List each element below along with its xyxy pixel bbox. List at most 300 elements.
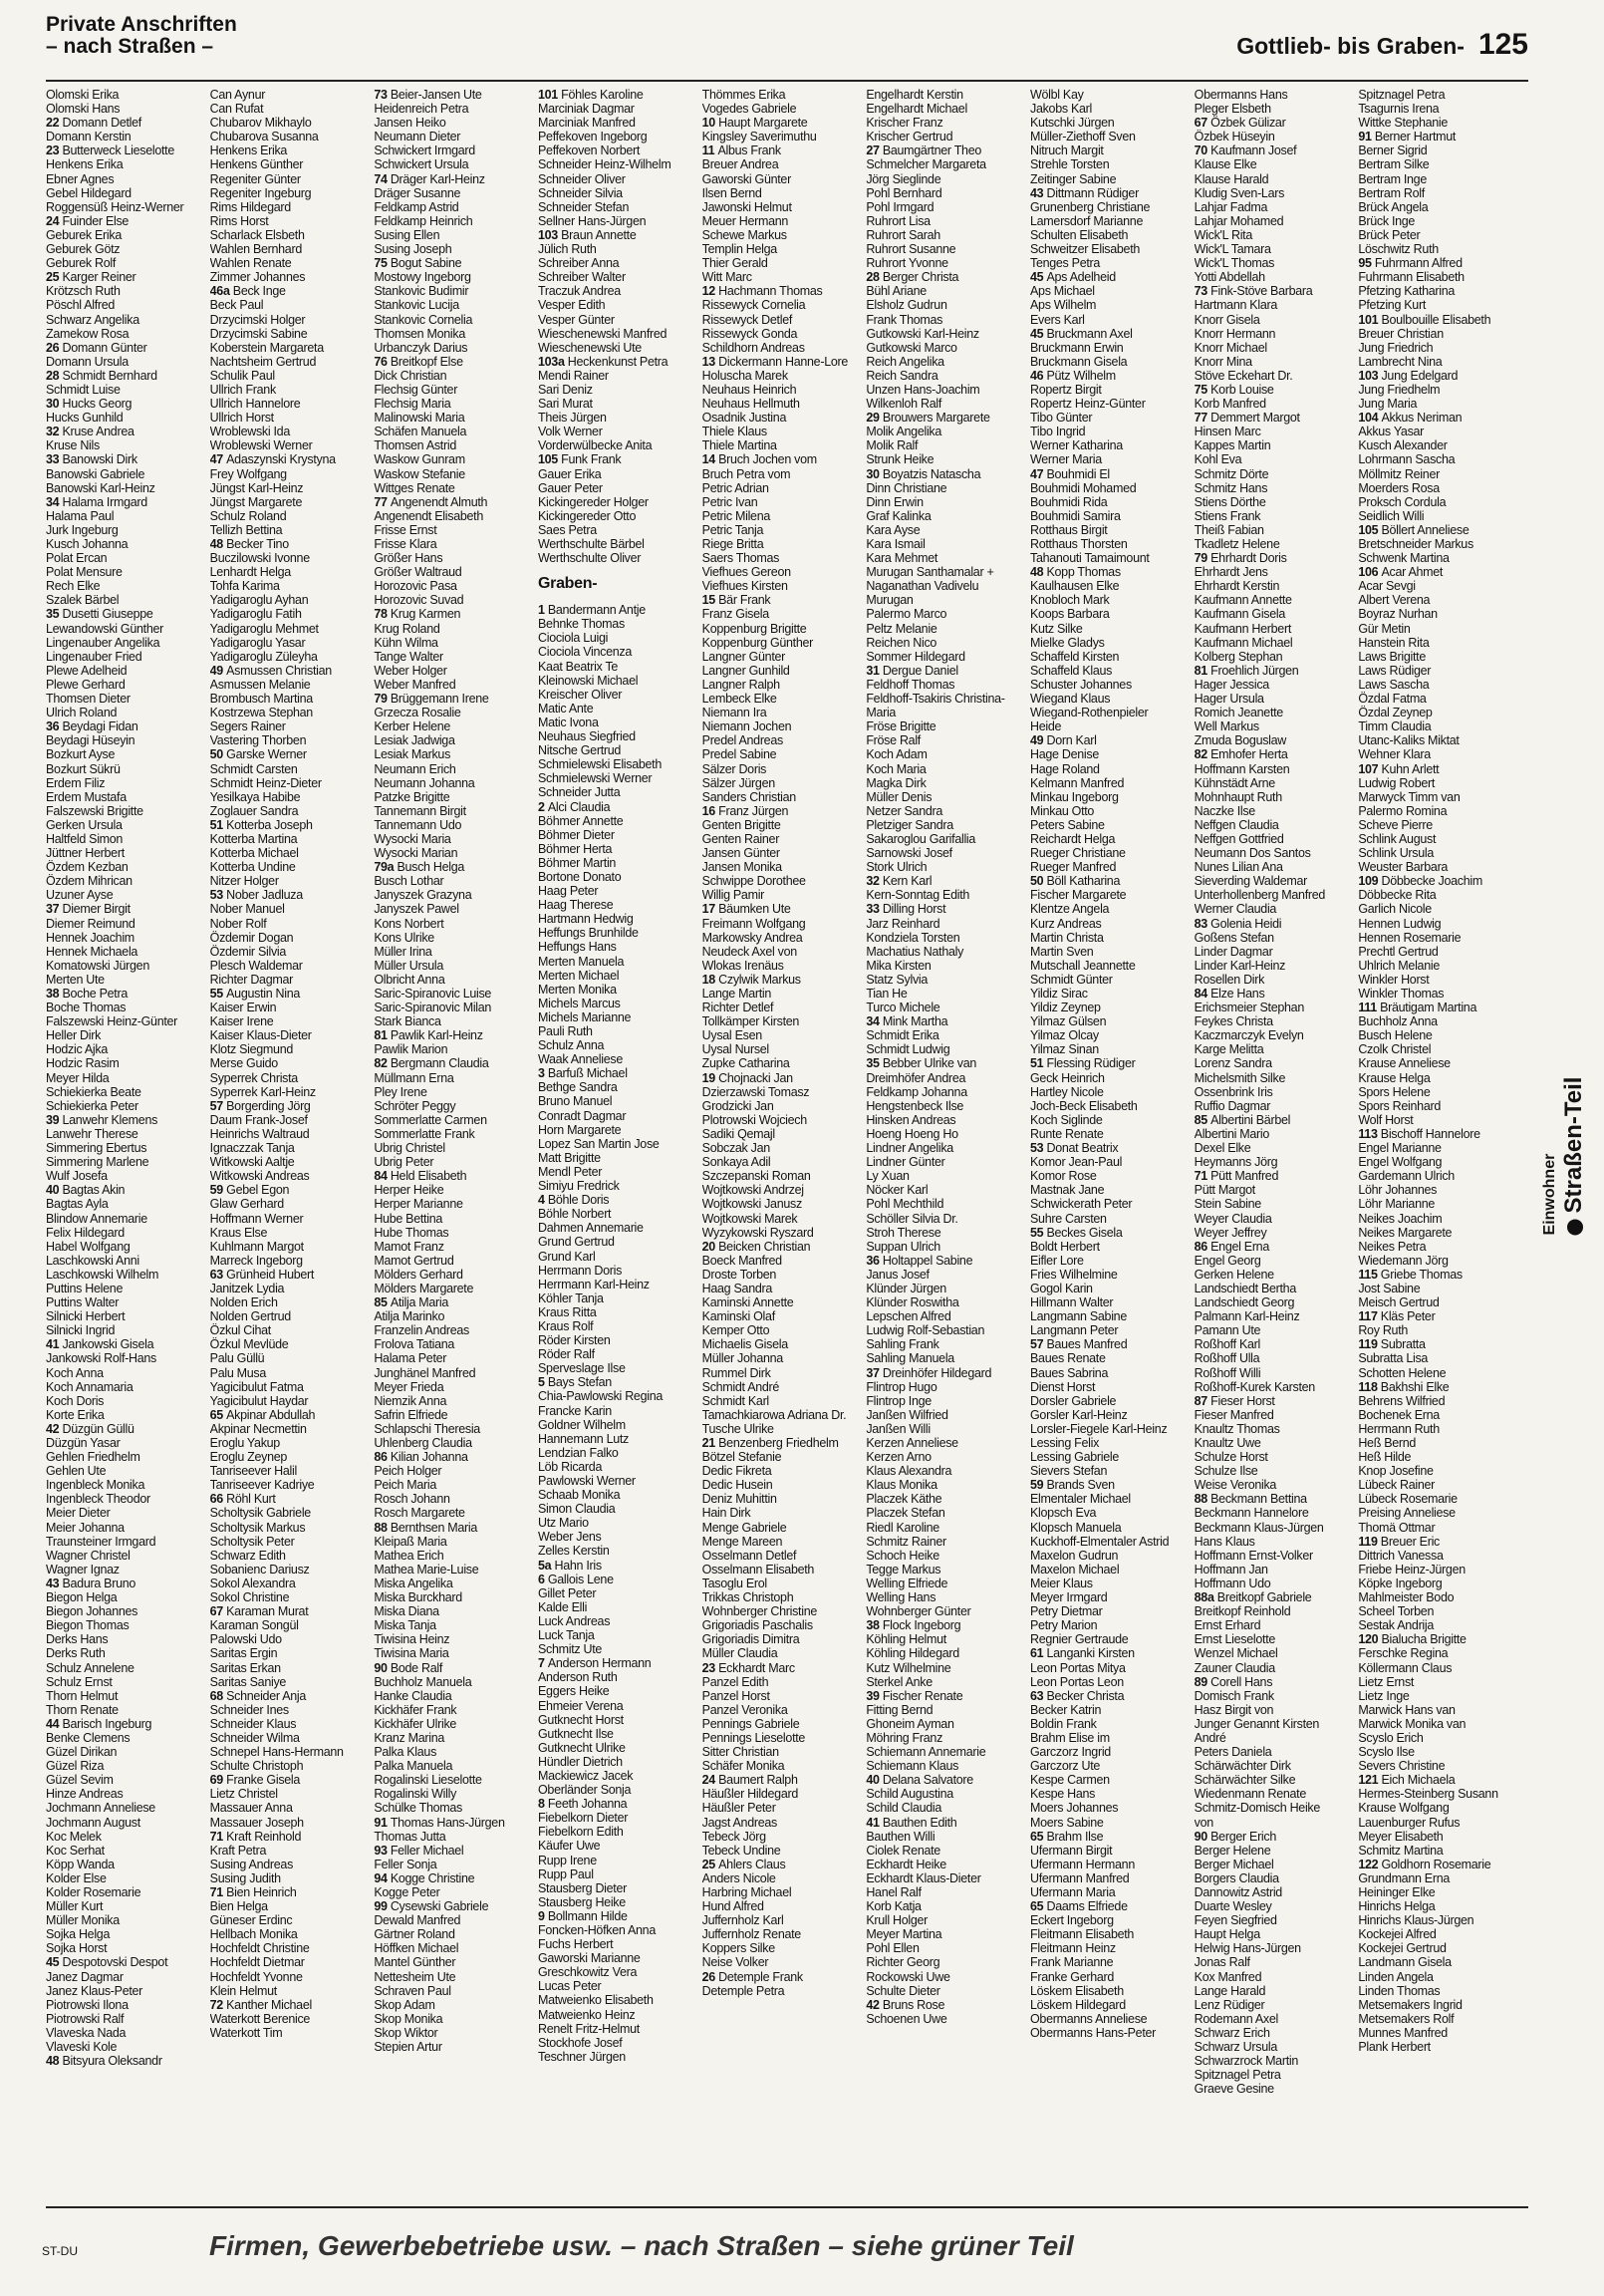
directory-entry: Polat Mensure: [46, 565, 123, 580]
directory-entry: Yilmaz Sinan: [1030, 1042, 1099, 1057]
directory-entry: Neikes Joachim: [1358, 1211, 1443, 1226]
directory-entry: Preising Anneliese: [1358, 1506, 1456, 1521]
directory-entry: Geburek Götz: [46, 242, 121, 257]
directory-entry: Heß Hilde: [1358, 1450, 1412, 1465]
directory-entry: Kickhäfer Ulrike: [374, 1716, 457, 1731]
directory-entry: Schmielewski Elisabeth: [538, 757, 663, 772]
house-number: 28: [46, 368, 63, 383]
side-tab-label: [1540, 1077, 1588, 1236]
directory-entry: Krug Roland: [374, 621, 440, 636]
directory-entry: Merse Guido: [209, 1056, 278, 1071]
directory-entry: Niemzik Anna: [374, 1393, 447, 1408]
directory-entry: Dedic Husein: [701, 1478, 773, 1493]
directory-entry: Deniz Muhittin: [701, 1492, 777, 1507]
directory-entry: Müller-Ziethoff Sven: [1030, 130, 1136, 144]
directory-entry: Pley Irene: [374, 1084, 427, 1099]
directory-entry: Kleipaß Maria: [374, 1534, 447, 1549]
directory-entry: Gebel Hildegard: [46, 185, 132, 200]
house-number: 61: [1030, 1646, 1047, 1661]
directory-entry: 22 Domann Detlef: [46, 116, 141, 131]
directory-entry: Dahmen Annemarie: [538, 1221, 644, 1236]
directory-entry: 79a Busch Helga: [374, 860, 465, 875]
directory-entry: Merten Ute: [46, 972, 105, 987]
directory-entry: Hartley Nicole: [1030, 1084, 1104, 1099]
directory-entry: Schwarz Erich: [1194, 2025, 1270, 2040]
directory-entry: Piotrowski Ralf: [46, 2011, 125, 2026]
house-number: 63: [209, 1267, 227, 1282]
directory-entry: Traczuk Andrea: [538, 284, 621, 299]
directory-entry: Sellner Hans-Jürgen: [538, 213, 647, 228]
directory-entry: Wick'L Rita: [1194, 227, 1253, 242]
directory-entry: 103 Braun Annette: [538, 227, 637, 242]
directory-entry: Hager Ursula: [1194, 692, 1264, 707]
directory-entry: 42 Bruns Rose: [866, 1997, 945, 2012]
directory-entry: Korb Manfred: [1194, 397, 1266, 412]
directory-entry: Tkadletz Helene: [1194, 537, 1280, 551]
directory-entry: Saric-Spiranovic Milan: [374, 1001, 492, 1015]
directory-entry: Evers Karl: [1030, 312, 1085, 327]
directory-entry: 34 Mink Martha: [866, 1014, 948, 1029]
directory-entry: Angenendt Elisabeth: [374, 508, 483, 523]
directory-entry: Piotrowski Ilona: [46, 1997, 129, 2012]
directory-entry: Mostowy Ingeborg: [374, 270, 471, 285]
directory-entry: Koch Maria: [866, 761, 927, 776]
directory-entry: Sobanienc Dariusz: [209, 1562, 310, 1577]
directory-entry: Koc Serhat: [46, 1843, 105, 1858]
directory-entry: Freimann Wolfgang: [701, 916, 806, 931]
directory-entry: Jarz Reinhard: [866, 916, 940, 931]
directory-entry: Juffernholz Renate: [701, 1927, 801, 1942]
directory-entry: Wieschenewski Manfred: [538, 326, 668, 341]
directory-entry: 68 Schneider Anja: [209, 1688, 307, 1703]
directory-entry: Herper Marianne: [374, 1197, 463, 1212]
directory-entry: Scholtysik Gabriele: [209, 1506, 311, 1521]
directory-entry: Tian He: [866, 987, 908, 1001]
directory-entry: Mika Kirsten: [866, 958, 932, 973]
house-number: 38: [866, 1618, 883, 1633]
directory-entry: Ferschke Regina: [1358, 1646, 1449, 1661]
directory-entry: Schmidt Karl: [701, 1393, 769, 1408]
directory-entry: Heller Dirk: [46, 1028, 102, 1043]
directory-entry: Kemper Otto: [701, 1323, 770, 1338]
directory-entry: Panzel Horst: [701, 1688, 770, 1703]
directory-entry: 59 Brands Sven: [1030, 1478, 1115, 1493]
directory-entry: 26 Detemple Frank: [701, 1969, 803, 1984]
house-number: 41: [866, 1815, 883, 1830]
directory-entry: Schwickert Irmgard: [374, 144, 475, 158]
directory-entry: Janßen Willi: [866, 1421, 931, 1436]
directory-entry: Conradt Dagmar: [538, 1108, 627, 1123]
directory-entry: Polat Ercan: [46, 551, 108, 566]
directory-entry: Fuhrmann Elisabeth: [1358, 270, 1465, 285]
directory-entry: 85 Albertini Bärbel: [1194, 1112, 1291, 1127]
directory-entry: Schneider Stefan: [538, 199, 630, 214]
directory-entry: Linden Angela: [1358, 1969, 1434, 1984]
house-number: 13: [701, 354, 719, 369]
house-number: 40: [866, 1773, 883, 1788]
house-number: 105: [1358, 522, 1382, 537]
directory-entry: Schwarz Angelika: [46, 312, 139, 327]
directory-entry: Marwick Hans van: [1358, 1702, 1456, 1717]
directory-entry: Reichardt Helga: [1030, 831, 1116, 846]
directory-entry: Strehle Torsten: [1030, 157, 1110, 172]
directory-entry: Dittrich Vanessa: [1358, 1548, 1444, 1563]
directory-entry: Kreischer Oliver: [538, 687, 623, 702]
directory-entry: Grund Karl: [538, 1249, 596, 1264]
directory-entry: Leon Portas Leon: [1030, 1674, 1124, 1689]
directory-entry: 77 Angenendt Almuth: [374, 494, 488, 509]
house-number: 35: [46, 607, 63, 622]
directory-entry: Nolden Erich: [209, 1295, 278, 1310]
house-number: 18: [701, 972, 719, 987]
directory-entry: Schild Claudia: [866, 1801, 942, 1816]
directory-entry: Klopsch Eva: [1030, 1506, 1097, 1521]
directory-entry: 44 Barisch Ingeburg: [46, 1716, 152, 1731]
footer-code: ST-DU: [42, 2244, 78, 2258]
directory-entry: 16 Franz Jürgen: [701, 803, 789, 818]
directory-entry: Nöcker Karl: [866, 1183, 929, 1198]
house-number: 121: [1358, 1773, 1382, 1788]
house-number: 28: [866, 270, 883, 285]
directory-entry: Herrmann Ruth: [1358, 1421, 1440, 1436]
directory-entry: Miska Angelika: [374, 1576, 453, 1590]
directory-entry: Mahlmeister Bodo: [1358, 1590, 1455, 1605]
directory-entry: 36 Holtappel Sabine: [866, 1253, 973, 1268]
directory-entry: Halama Paul: [46, 508, 115, 523]
directory-entry: Kotterba Michael: [209, 846, 299, 861]
directory-entry: Jüngst Karl-Heinz: [209, 480, 304, 495]
directory-entry: Uhlenberg Claudia: [374, 1436, 472, 1450]
directory-entry: Jülich Ruth: [538, 242, 597, 257]
directory-entry: Horn Margarete: [538, 1122, 622, 1137]
house-number: 31: [866, 663, 883, 678]
directory-entry: Ubrig Peter: [374, 1155, 434, 1170]
directory-entry: Saritas Saniye: [209, 1674, 287, 1689]
directory-column: [46, 88, 198, 2195]
directory-entry: Hennen Rosemarie: [1358, 930, 1462, 945]
house-number: 39: [866, 1688, 883, 1703]
directory-entry: Goldner Wilhelm: [538, 1417, 626, 1432]
directory-entry: Ropertz Heinz-Günter: [1030, 397, 1146, 412]
directory-entry: Kaiser Klaus-Dieter: [209, 1028, 312, 1043]
directory-entry: Bien Helga: [209, 1899, 268, 1914]
directory-entry: 48 Bitsyura Oleksandr: [46, 2054, 162, 2069]
directory-entry: Neumann Dieter: [374, 130, 461, 144]
directory-entry: Köhling Hildegard: [866, 1646, 959, 1661]
directory-entry: Wick'L Tamara: [1194, 242, 1271, 257]
house-number: 47: [209, 452, 227, 467]
directory-entry: Lübeck Rosemarie: [1358, 1492, 1458, 1507]
directory-entry: 40 Bagtas Akin: [46, 1183, 126, 1198]
directory-entry: Lamersdorf Marianne: [1030, 213, 1144, 228]
house-number: 33: [866, 902, 883, 917]
directory-entry: Özbek Hüseyin: [1194, 130, 1275, 144]
directory-entry: Tegge Markus: [866, 1562, 941, 1577]
directory-entry: Thiele Klaus: [701, 425, 767, 439]
directory-entry: Werthschulte Oliver: [538, 551, 642, 566]
house-number: 27: [866, 144, 883, 158]
house-number: 89: [1194, 1674, 1211, 1689]
directory-entry: Saritas Ergin: [209, 1646, 278, 1661]
directory-entry: Behnke Thomas: [538, 617, 625, 632]
directory-entry: Szczepanski Roman: [701, 1169, 811, 1184]
directory-entry: Plewe Gerhard: [46, 677, 126, 692]
directory-entry: Minkau Otto: [1030, 803, 1095, 818]
directory-entry: 57 Baues Manfred: [1030, 1337, 1128, 1352]
directory-entry: 86 Kilian Johanna: [374, 1450, 468, 1465]
directory-entry: Linden Thomas: [1358, 1983, 1441, 1998]
house-number: 88: [1194, 1492, 1211, 1507]
directory-entry: 28 Berger Christa: [866, 270, 959, 285]
directory-entry: Akpinar Necmettin: [209, 1421, 307, 1436]
directory-entry: Köhler Tanja: [538, 1291, 604, 1305]
directory-entry: Kuhlmann Margot: [209, 1239, 304, 1254]
directory-entry: Segers Rainer: [209, 719, 286, 734]
directory-entry: 26 Domann Günter: [46, 340, 147, 355]
directory-entry: Scheve Pierre: [1358, 817, 1433, 832]
directory-entry: Tasoglu Erol: [701, 1576, 767, 1590]
directory-entry: Mohnhaupt Ruth: [1194, 789, 1282, 804]
directory-entry: Lewandowski Günther: [46, 621, 163, 636]
directory-entry: Ernst Lieselotte: [1194, 1632, 1276, 1647]
directory-entry: 29 Brouwers Margarete: [866, 411, 990, 426]
directory-entry: Puttins Walter: [46, 1295, 120, 1310]
directory-entry: Grunenberg Christiane: [1030, 199, 1151, 214]
directory-entry: Hoffmann Ernst-Volker: [1194, 1548, 1313, 1563]
house-number: 23: [46, 144, 63, 158]
directory-entry: Subratta Lisa: [1358, 1351, 1429, 1366]
directory-entry: Rogalinski Willy: [374, 1787, 457, 1802]
directory-entry: Fleitmann Elisabeth: [1030, 1927, 1135, 1942]
directory-entry: Landschiedt Bertha: [1194, 1281, 1296, 1295]
house-number: 10: [701, 116, 719, 131]
house-number: 5a: [538, 1558, 555, 1573]
house-number: 51: [209, 817, 227, 832]
house-number: 53: [1030, 1141, 1047, 1156]
directory-entry: Garlich Nicole: [1358, 902, 1432, 917]
directory-entry: Pütt Margot: [1194, 1183, 1255, 1198]
house-number: 42: [866, 1997, 883, 2012]
directory-entry: Gauer Peter: [538, 480, 603, 495]
directory-entry: Waskow Gunram: [374, 452, 465, 467]
directory-entry: Mielke Gladys: [1030, 635, 1105, 650]
directory-entry: Diemer Reimund: [46, 916, 135, 931]
directory-entry: Sälzer Doris: [701, 761, 767, 776]
directory-entry: Sieverding Waldemar: [1194, 874, 1307, 889]
directory-entry: Stausberg Dieter: [538, 1880, 627, 1895]
directory-entry: Peters Sabine: [1030, 817, 1105, 832]
directory-entry: Tibo Günter: [1030, 411, 1093, 426]
directory-entry: Urbanczyk Darius: [374, 340, 468, 355]
directory-entry: Komatowski Jürgen: [46, 958, 149, 973]
directory-entry: Bühl Ariane: [866, 284, 927, 299]
directory-entry: Yadigaroglu Yasar: [209, 635, 306, 650]
house-number: 117: [1358, 1309, 1381, 1324]
directory-entry: Knaultz Thomas: [1194, 1421, 1280, 1436]
directory-entry: Schröter Peggy: [374, 1098, 456, 1113]
directory-entry: 28 Schmidt Bernhard: [46, 368, 157, 383]
directory-entry: 75 Bogut Sabine: [374, 256, 462, 271]
directory-entry: Theiß Fabian: [1194, 522, 1264, 537]
directory-entry: Traunsteiner Irmgard: [46, 1534, 156, 1549]
directory-entry: Laws Sascha: [1358, 677, 1430, 692]
directory-entry: Strunk Heike: [866, 452, 935, 467]
directory-entry: Marwick Monika van: [1358, 1716, 1467, 1731]
directory-entry: Plotrowski Wojciech: [701, 1112, 807, 1127]
directory-entry: Hinze Andreas: [46, 1787, 124, 1802]
directory-entry: Becker Katrin: [1030, 1702, 1102, 1717]
directory-entry: 74 Dräger Karl-Heinz: [374, 171, 485, 186]
directory-entry: Schwarz Ursula: [1194, 2040, 1277, 2055]
directory-entry: Schulz Anna: [538, 1038, 605, 1053]
directory-entry: Pohl Irmgard: [866, 199, 935, 214]
directory-entry: 71 Pütt Manfred: [1194, 1169, 1279, 1184]
directory-entry: 49 Dorn Karl: [1030, 733, 1097, 748]
directory-entry: Engel Georg: [1194, 1253, 1261, 1268]
directory-entry: Maxelon Gudrun: [1030, 1548, 1119, 1563]
directory-entry: Knorr Hermann: [1194, 326, 1276, 341]
directory-entry: Massauer Joseph: [209, 1815, 304, 1830]
house-number: 78: [374, 607, 391, 622]
directory-entry: Richter Georg: [866, 1955, 940, 1970]
directory-entry: Vastering Thorben: [209, 733, 307, 748]
directory-entry: Feldkamp Heinrich: [374, 213, 473, 228]
directory-entry: Berner Sigrid: [1358, 144, 1428, 158]
directory-entry: Zelles Kerstin: [538, 1544, 610, 1559]
directory-entry: 24 Baumert Ralph: [701, 1773, 798, 1788]
directory-entry: Rueger Manfred: [1030, 860, 1117, 875]
directory-entry: Gür Metin: [1358, 621, 1411, 636]
directory-entry: 90 Berger Erich: [1194, 1829, 1277, 1844]
directory-entry: Pennings Lieselotte: [701, 1730, 806, 1745]
directory-entry: Özdemir Silvia: [209, 944, 287, 959]
directory-column: [1358, 88, 1510, 2195]
house-number: 81: [1194, 663, 1211, 678]
directory-entry: Feldhoff-Tsakiris Christina-: [866, 692, 1005, 707]
directory-entry: Graeve Gesine: [1194, 2082, 1274, 2097]
directory-entry: Nober Rolf: [209, 916, 267, 931]
directory-entry: Heininger Elke: [1358, 1885, 1436, 1899]
directory-entry: Weber Jens: [538, 1530, 602, 1545]
house-number: 94: [374, 1870, 391, 1885]
directory-entry: 2 Alci Claudia: [538, 799, 611, 814]
directory-entry: Gerken Ursula: [46, 817, 123, 832]
directory-entry: 50 Garske Werner: [209, 747, 307, 762]
directory-entry: Jansen Günter: [701, 846, 780, 861]
directory-entry: Haag Sandra: [701, 1281, 773, 1295]
directory-entry: Unterhollenberg Manfred: [1194, 888, 1326, 903]
directory-entry: Osselmann Detlef: [701, 1548, 797, 1563]
directory-entry: Laschkowski Wilhelm: [46, 1267, 159, 1282]
directory-entry: Luck Andreas: [538, 1613, 611, 1628]
directory-entry: Stepien Artur: [374, 2040, 442, 2055]
directory-entry: Linder Karl-Heinz: [1194, 958, 1286, 973]
directory-entry: Pawlowski Werner: [538, 1474, 636, 1488]
house-number: 95: [1358, 256, 1375, 271]
directory-entry: Größer Waltraud: [374, 565, 462, 580]
directory-entry: Kolberg Stephan: [1194, 649, 1283, 664]
directory-entry: Frank Marianne: [1030, 1955, 1114, 1970]
directory-columns: [46, 88, 1510, 2195]
directory-entry: Heidenreich Petra: [374, 102, 469, 117]
house-number: 84: [374, 1169, 391, 1184]
directory-entry: Jung Friedhelm: [1358, 382, 1441, 397]
directory-entry: Stiens Dörthe: [1194, 494, 1266, 509]
directory-entry: Zeitinger Sabine: [1030, 171, 1117, 186]
directory-entry: 105 Funk Frank: [538, 452, 622, 467]
directory-entry: Kleinowski Michael: [538, 673, 639, 688]
directory-entry: Ropertz Birgit: [1030, 382, 1102, 397]
directory-entry: Geburek Erika: [46, 227, 122, 242]
directory-entry: 49 Asmussen Christian: [209, 663, 332, 678]
directory-entry: Bertram Rolf: [1358, 185, 1425, 200]
directory-entry: Maxelon Michael: [1030, 1562, 1120, 1577]
directory-entry: Sterkel Anke: [866, 1674, 933, 1689]
house-number: 87: [1194, 1393, 1211, 1408]
directory-entry: Ignaczzak Tanja: [209, 1141, 295, 1156]
directory-entry: Kraus Else: [209, 1225, 268, 1240]
directory-entry: Haag Therese: [538, 898, 614, 913]
house-number: 29: [866, 411, 883, 426]
directory-entry: Kaufmann Annette: [1194, 593, 1292, 608]
directory-entry: Tannemann Udo: [374, 817, 462, 832]
directory-entry: Schneider Wilma: [209, 1730, 300, 1745]
directory-entry: Spors Helene: [1358, 1084, 1431, 1099]
directory-entry: 25 Karger Reiner: [46, 270, 136, 285]
house-number: 32: [46, 425, 63, 439]
directory-entry: Stork Ulrich: [866, 860, 928, 875]
directory-entry: Yilmaz Gülsen: [1030, 1014, 1107, 1029]
directory-entry: Frolova Tatiana: [374, 1337, 455, 1352]
directory-entry: Wolf Horst: [1358, 1112, 1414, 1127]
directory-entry: Dedic Fikreta: [701, 1464, 772, 1479]
directory-entry: Schwippe Dorothee: [701, 874, 806, 889]
directory-entry: 81 Pawlik Karl-Heinz: [374, 1028, 483, 1043]
directory-entry: Hochfeldt Yvonne: [209, 1969, 303, 1984]
directory-entry: Koberstein Margareta: [209, 340, 324, 355]
directory-entry: Pamann Ute: [1194, 1323, 1261, 1338]
directory-entry: Janez Dagmar: [46, 1969, 124, 1984]
house-number: 34: [46, 494, 63, 509]
directory-entry: Güzel Sevim: [46, 1773, 114, 1788]
directory-entry: Knobloch Mark: [1030, 593, 1110, 608]
directory-entry: 23 Butterweck Lieselotte: [46, 144, 174, 158]
directory-entry: Syperrek Christa: [209, 1070, 298, 1085]
directory-entry: Roßhoff-Kurek Karsten: [1194, 1379, 1315, 1394]
directory-entry: Peltz Melanie: [866, 621, 937, 636]
directory-entry: Kockejei Gertrud: [1358, 1941, 1447, 1956]
directory-entry: Fries Wilhelmine: [1030, 1267, 1118, 1282]
directory-entry: 34 Halama Irmgard: [46, 494, 147, 509]
house-number: 46: [1030, 368, 1047, 383]
directory-entry: Fleitmann Heinz: [1030, 1941, 1116, 1956]
directory-entry: Grzecza Rosalie: [374, 706, 461, 720]
house-number: 73: [1194, 284, 1211, 299]
directory-entry: 82 Bergmann Claudia: [374, 1056, 489, 1071]
directory-entry: Syperrek Karl-Heinz: [209, 1084, 316, 1099]
directory-entry: Genten Rainer: [701, 831, 780, 846]
house-number: 106: [1358, 565, 1382, 580]
directory-entry: Greschkowitz Vera: [538, 1965, 638, 1980]
directory-entry: Schuster Johannes: [1030, 677, 1132, 692]
directory-entry: Buchholz Anna: [1358, 1014, 1438, 1029]
directory-entry: Richter Dagmar: [209, 972, 293, 987]
house-number: 118: [1358, 1379, 1381, 1394]
directory-entry: Sonkaya Adil: [701, 1155, 771, 1170]
house-number: 65: [1030, 1899, 1047, 1914]
directory-entry: Tenges Petra: [1030, 256, 1101, 271]
directory-entry: Lindner Angelika: [866, 1141, 953, 1156]
